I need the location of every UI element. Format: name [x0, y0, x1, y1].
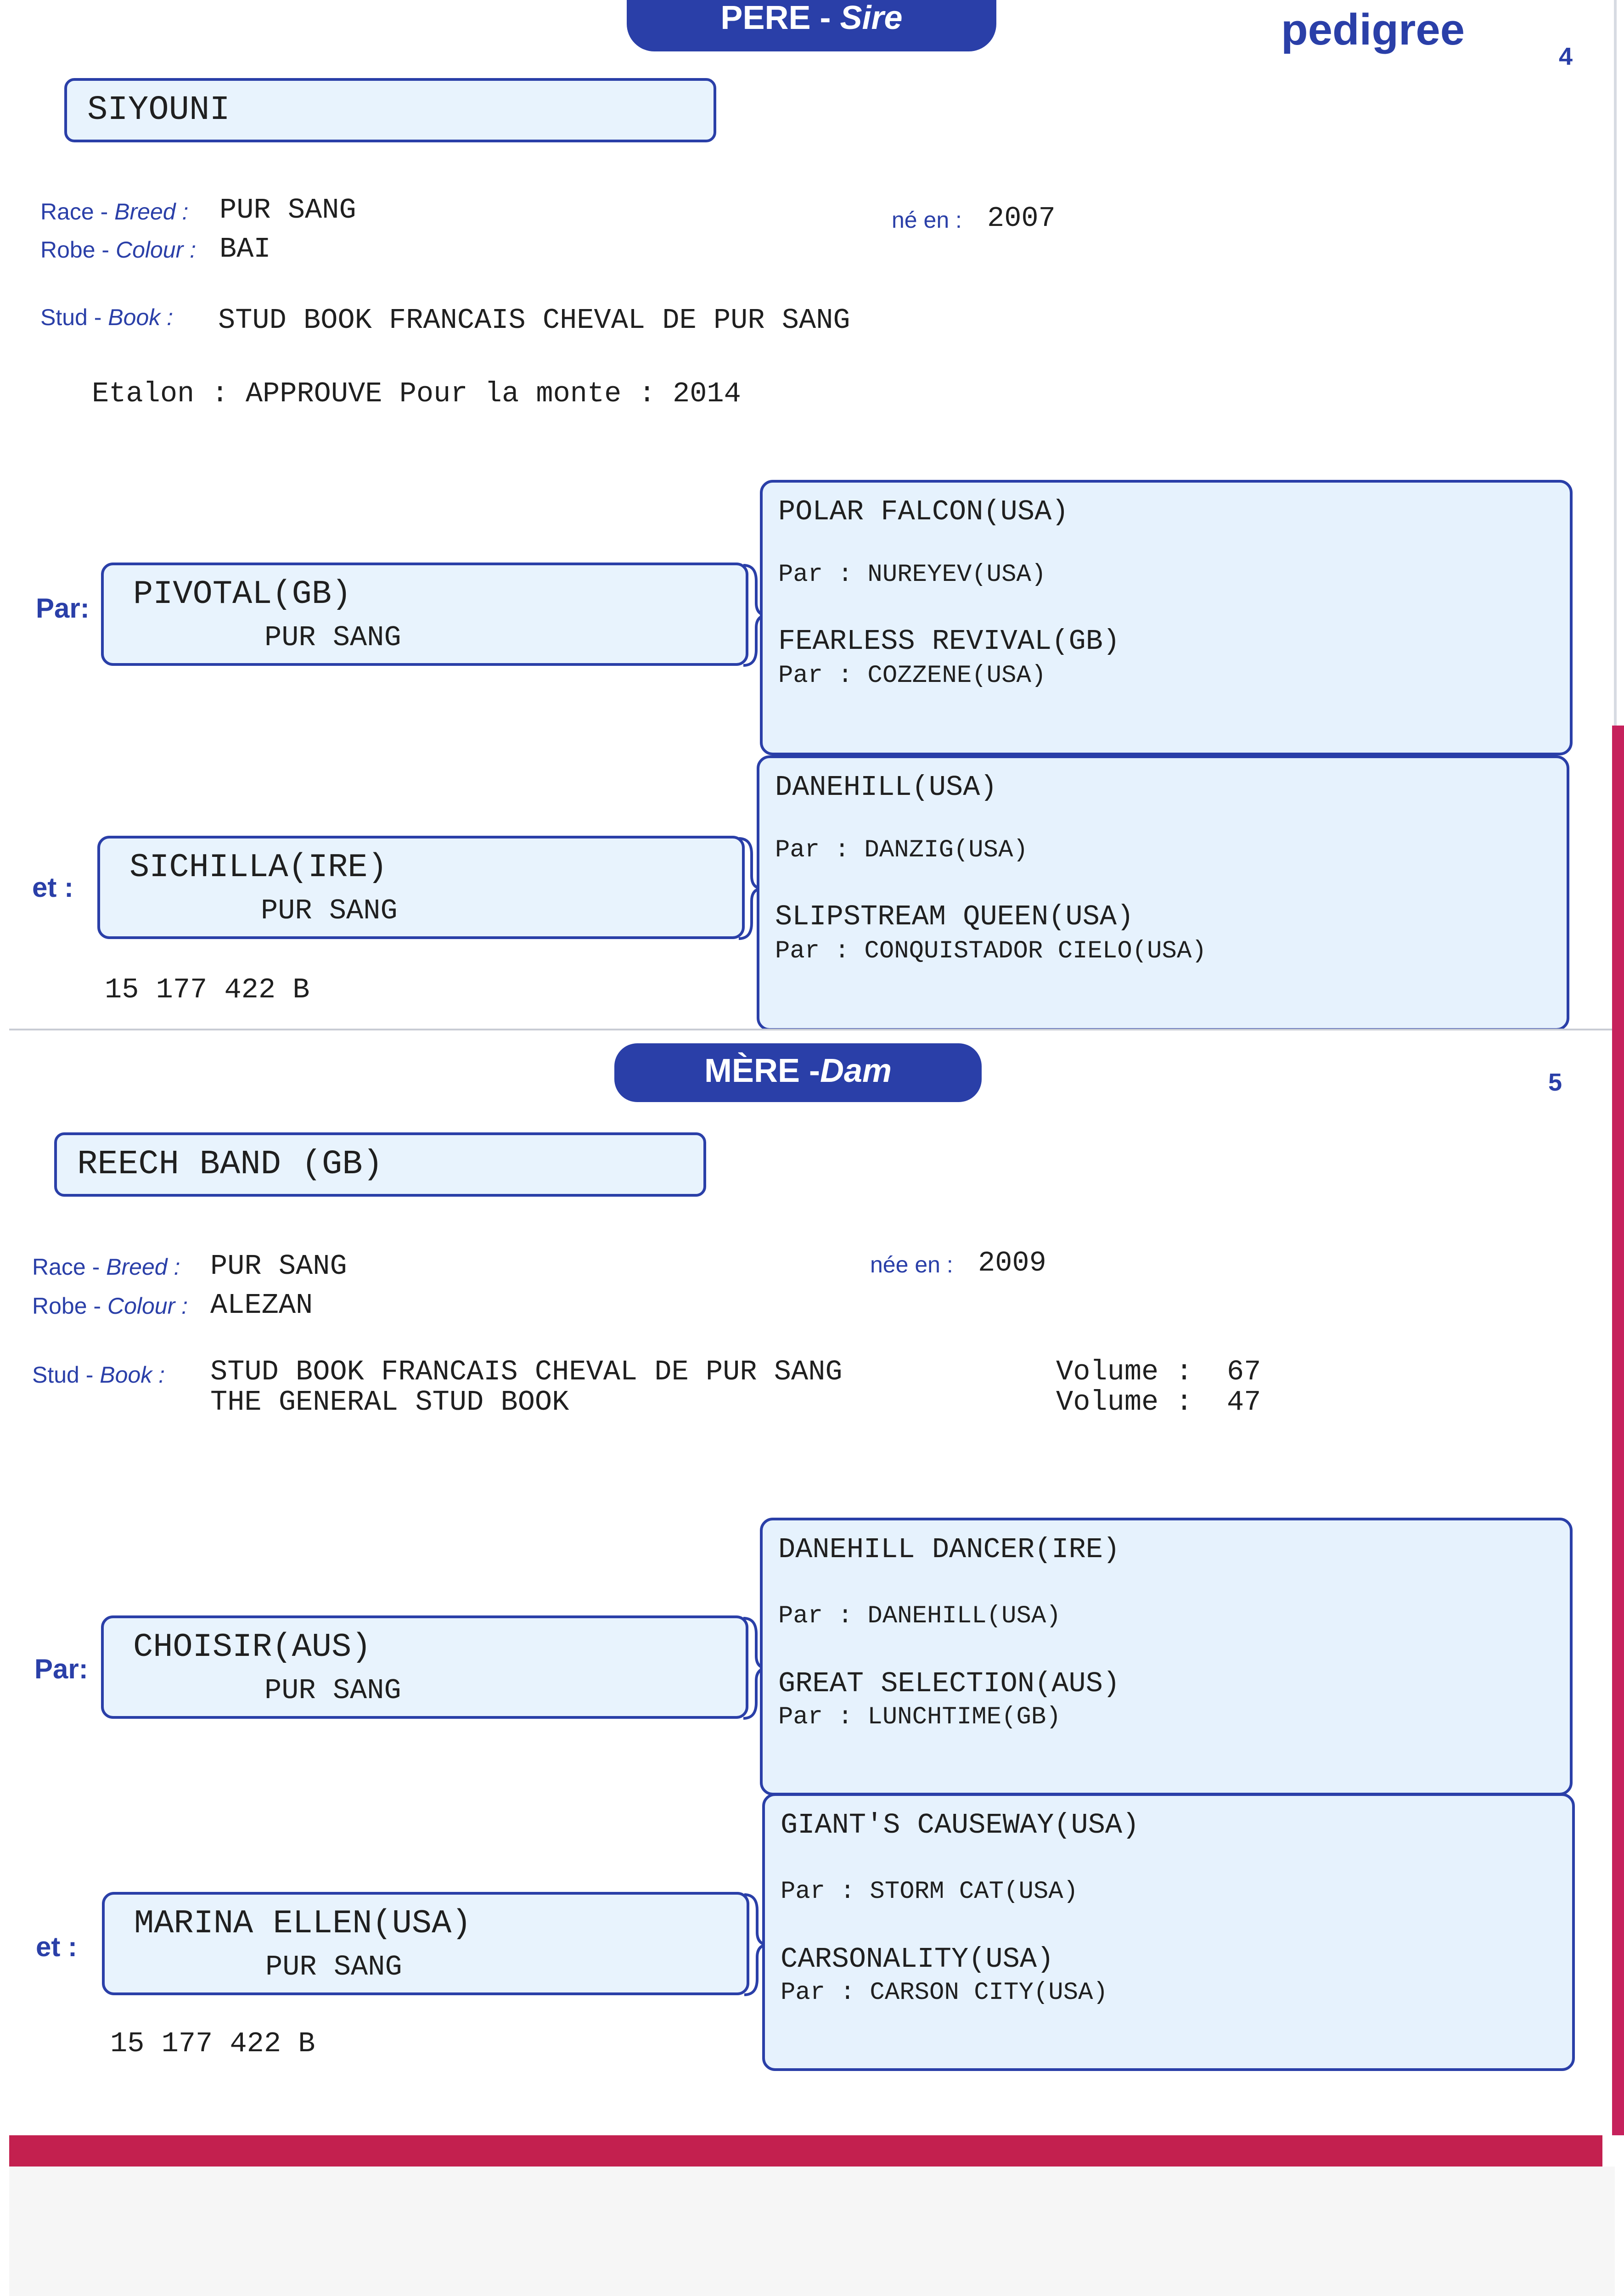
born-value: 2007: [987, 202, 1056, 235]
born-label: né en :: [892, 207, 962, 233]
dam-header-pill: [614, 1043, 982, 1102]
maternal-grandparents-box: [757, 755, 1569, 1031]
race-value: PUR SANG: [219, 194, 356, 226]
race-label-fr: Race: [32, 1254, 86, 1280]
par-label: Par:: [34, 1654, 88, 1684]
volume-2: Volume : 47: [1056, 1386, 1261, 1418]
father-box: [101, 1615, 748, 1719]
sire-header-pill: [627, 0, 996, 51]
grandsire: DANEHILL DANCER(IRE): [778, 1533, 1120, 1566]
mother-box: [102, 1892, 749, 1995]
father-box: [101, 563, 748, 666]
etalon-line: Etalon : APPROUVE Pour la monte : 2014: [92, 377, 741, 410]
stud-label-en: Book :: [100, 1362, 165, 1388]
par-label: Par:: [36, 593, 90, 624]
horse-name-box: [54, 1132, 706, 1197]
mother-name: SICHILLA(IRE): [129, 849, 388, 886]
robe-label-en: Colour :: [115, 237, 197, 263]
horse-name: SIYOUNI: [87, 91, 230, 129]
maternal-grandparents-box: [762, 1793, 1575, 2071]
granddam-sire: Par : COZZENE(USA): [778, 662, 1046, 690]
born-label: née en :: [870, 1252, 953, 1277]
registration-number: 15 177 422 B: [110, 2027, 315, 2060]
race-label: Race - Breed :: [40, 199, 189, 225]
mother-box: [97, 836, 745, 939]
stud-label-en: Book :: [108, 304, 174, 330]
grandsire-sire: Par : DANZIG(USA): [775, 836, 1028, 864]
sire-header-sep: -: [810, 0, 840, 36]
granddam: SLIPSTREAM QUEEN(USA): [775, 900, 1134, 933]
cover-band: [9, 2135, 1602, 2167]
race-label: Race - Breed :: [32, 1254, 180, 1280]
cover-edge: [1612, 726, 1624, 1029]
robe-label: Robe - Colour :: [32, 1293, 188, 1319]
race-value: PUR SANG: [210, 1250, 347, 1283]
father-name: PIVOTAL(GB): [133, 575, 352, 613]
grandsire-sire: Par : STORM CAT(USA): [781, 1878, 1079, 1906]
horse-name: REECH BAND (GB): [77, 1145, 383, 1184]
dam-header-sub: Dam: [820, 1052, 892, 1089]
robe-label-fr: Robe: [32, 1293, 87, 1319]
robe-label-en: Colour :: [107, 1293, 188, 1319]
stud-label: Stud - Book :: [40, 304, 174, 330]
stud-label-fr: Stud: [40, 304, 88, 330]
grandsire-sire: Par : DANEHILL(USA): [778, 1602, 1061, 1630]
born-value: 2009: [978, 1247, 1046, 1279]
robe-value: BAI: [219, 233, 271, 265]
granddam-sire: Par : CONQUISTADOR CIELO(USA): [775, 937, 1207, 965]
race-label-en: Breed :: [106, 1254, 180, 1280]
dam-header-sep: -: [799, 1052, 820, 1089]
granddam: CARSONALITY(USA): [781, 1943, 1054, 1975]
paternal-grandparents-box: [760, 480, 1573, 755]
race-label-en: Breed :: [114, 199, 189, 225]
paternal-grandparents-box: [760, 1518, 1573, 1795]
granddam: GREAT SELECTION(AUS): [778, 1667, 1120, 1700]
grandsire: GIANT'S CAUSEWAY(USA): [781, 1809, 1140, 1841]
stud-label-fr: Stud: [32, 1362, 79, 1388]
father-breed: PUR SANG: [264, 621, 401, 654]
cover-edge: [1612, 1029, 1624, 2135]
et-label: et :: [32, 872, 73, 903]
page-number: 4: [1559, 43, 1573, 70]
grandsire-sire: Par : NUREYEV(USA): [778, 561, 1046, 589]
et-label: et :: [36, 1931, 77, 1962]
granddam: FEARLESS REVIVAL(GB): [778, 625, 1120, 658]
father-name: CHOISIR(AUS): [133, 1628, 371, 1666]
sire-header-label: PERE: [720, 0, 811, 36]
dam-header-label: MÈRE: [704, 1052, 800, 1089]
mother-breed: PUR SANG: [261, 895, 398, 927]
robe-value: ALEZAN: [210, 1289, 313, 1322]
registration-number: 15 177 422 B: [105, 974, 310, 1006]
mother-breed: PUR SANG: [265, 1951, 402, 1983]
granddam-sire: Par : CARSON CITY(USA): [781, 1979, 1108, 2007]
mother-name: MARINA ELLEN(USA): [134, 1905, 472, 1942]
grandsire: POLAR FALCON(USA): [778, 495, 1069, 528]
grandsire: DANEHILL(USA): [775, 771, 997, 804]
stud-value: STUD BOOK FRANCAIS CHEVAL DE PUR SANG: [210, 1356, 843, 1388]
granddam-sire: Par : LUNCHTIME(GB): [778, 1703, 1061, 1731]
robe-label-fr: Robe: [40, 237, 96, 263]
father-breed: PUR SANG: [264, 1674, 401, 1707]
brand-logo: pedigree: [1281, 5, 1465, 54]
stud-value-2: THE GENERAL STUD BOOK: [210, 1386, 569, 1418]
stud-label: Stud - Book :: [32, 1362, 165, 1388]
scan-background: [9, 2167, 1615, 2296]
race-label-fr: Race: [40, 199, 94, 225]
stud-value: STUD BOOK FRANCAIS CHEVAL DE PUR SANG: [218, 304, 850, 337]
page-number: 5: [1548, 1069, 1562, 1096]
robe-label: Robe - Colour :: [40, 237, 197, 263]
horse-name-box: [64, 78, 716, 142]
sire-header-sub: Sire: [840, 0, 903, 36]
volume-1: Volume : 67: [1056, 1356, 1261, 1388]
